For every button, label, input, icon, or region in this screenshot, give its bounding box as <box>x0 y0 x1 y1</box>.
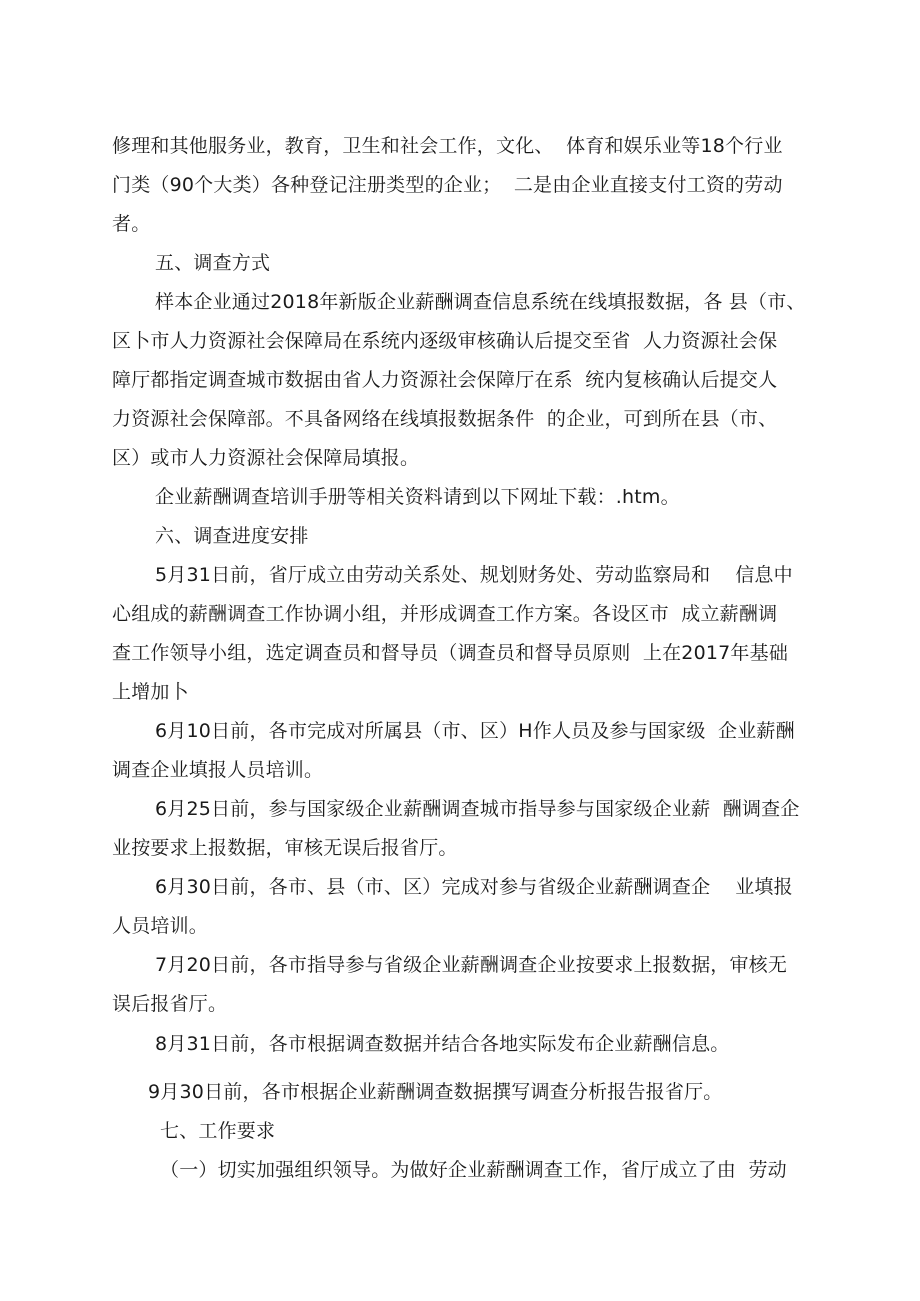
text-line: 修理和其他服务业，教育，卫生和社会工作，文化、 体育和娱乐业等18个行业 <box>112 135 783 157</box>
text-line: 障厅都指定调查城市数据由省人力资源社会保障厅在系 统内复核确认后提交人 <box>112 369 778 391</box>
text-line: 8月31日前，各市根据调查数据并结合各地实际发布企业薪酬信息。 <box>155 1033 730 1055</box>
text-line: 门类（90个大类）各种登记注册类型的企业； 二是由企业直接支付工资的劳动 <box>112 174 783 196</box>
text-line: 力资源社会保障部。不具备网络在线填报数据条件 的企业，可到所在县（市、 <box>112 408 778 430</box>
text-line: （一）切实加强组织领导。为做好企业薪酬调查工作，省厅成立了由 劳动 <box>160 1159 787 1181</box>
text-line: 区卜市人力资源社会保障局在系统内逐级审核确认后提交至省 人力资源社会保 <box>112 330 778 352</box>
text-line: 区）或市人力资源社会保障局填报。 <box>112 447 420 469</box>
text-line: 6月25日前，参与国家级企业薪酬调查城市指导参与国家级企业薪 酬调查企 <box>155 798 800 820</box>
text-line: 6月10日前，各市完成对所属县（市、区）H作人员及参与国家级 企业薪酬 <box>155 720 795 742</box>
text-line: 样本企业通过2018年新版企业薪酬调查信息系统在线填报数据，各 县（市、 <box>155 291 806 313</box>
text-line: 5月31日前，省厅成立由劳动关系处、规划财务处、劳动监察局和 信息中 <box>155 564 793 586</box>
text-line: 心组成的薪酬调查工作协调小组，并形成调查工作方案。各设区市 成立薪酬调 <box>112 603 778 625</box>
text-line: 9月30日前，各市根据企业薪酬调查数据撰写调查分析报告报省厅。 <box>148 1081 723 1103</box>
section-heading: 五、调查方式 <box>155 252 271 274</box>
section-heading: 六、调查进度安排 <box>155 525 309 547</box>
section-heading: 七、工作要求 <box>160 1120 276 1142</box>
text-line: 人员培训。 <box>112 915 209 937</box>
text-line: 6月30日前，各市、县（市、区）完成对参与省级企业薪酬调查企 业填报 <box>155 876 793 898</box>
text-line: 误后报省厅。 <box>112 993 228 1015</box>
text-line: 调查企业填报人员培训。 <box>112 759 324 781</box>
text-line: 查工作领导小组，选定调查员和督导员（调查员和督导员原则 上在2017年基础 <box>112 642 789 664</box>
text-line: 企业薪酬调查培训手册等相关资料请到以下网址下载：.htm。 <box>155 486 680 508</box>
text-line: 上增加卜 <box>112 681 189 703</box>
text-line: 者。 <box>112 213 151 235</box>
text-line: 7月20日前，各市指导参与省级企业薪酬调查企业按要求上报数据，审核无 <box>155 954 788 976</box>
text-line: 业按要求上报数据，审核无误后报省厅。 <box>112 837 458 859</box>
